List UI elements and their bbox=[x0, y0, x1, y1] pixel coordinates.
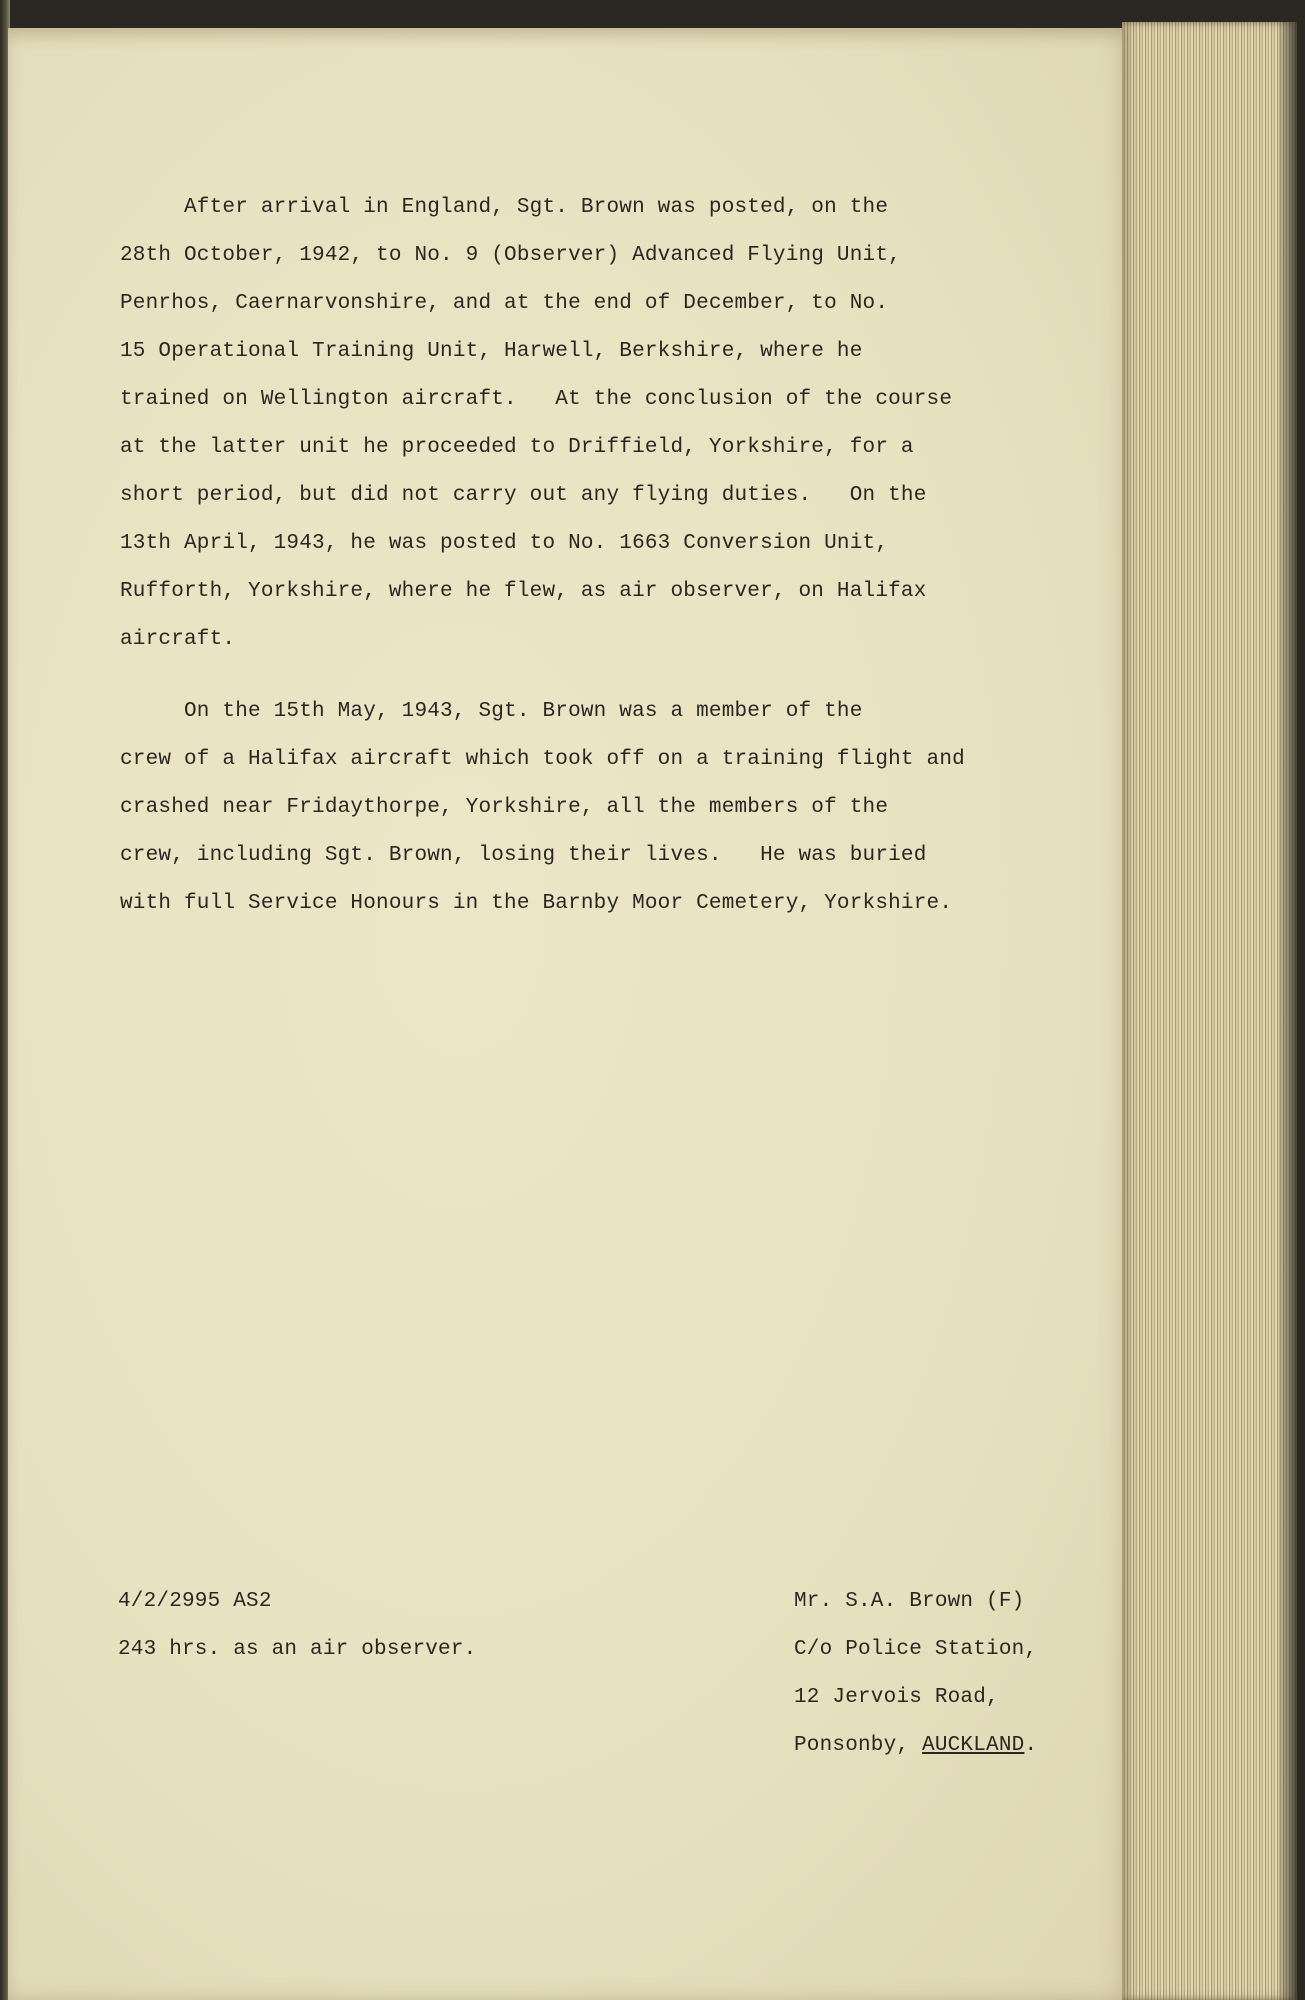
address-line-city bbox=[794, 1722, 1037, 1770]
text-line: short period, but did not carry out any flying duties. On the bbox=[120, 484, 927, 507]
next-of-kin-address bbox=[794, 1578, 1037, 1770]
text-line: 28th October, 1942, to No. 9 (Observer) Advanced Flying Unit, bbox=[120, 244, 901, 267]
file-reference: 4/2/2995 AS2 bbox=[118, 1590, 272, 1613]
suburb: Ponsonby, bbox=[794, 1734, 923, 1757]
address-line-care-of: C/o Police Station, bbox=[794, 1638, 1038, 1661]
text-line: crashed near Fridaythorpe, Yorkshire, all the members of the bbox=[120, 796, 889, 819]
file-reference-block bbox=[118, 1578, 476, 1674]
book-page-edges bbox=[1122, 22, 1297, 2000]
address-line-name: Mr. S.A. Brown (F) bbox=[794, 1590, 1025, 1613]
text-line: On the 15th May, 1943, Sgt. Brown was a member of the bbox=[120, 700, 863, 723]
city-period: . bbox=[1024, 1734, 1038, 1757]
address-line-street: 12 Jervois Road, bbox=[794, 1686, 999, 1709]
text-line: at the latter unit he proceeded to Driffield, Yorkshire, for a bbox=[120, 436, 914, 459]
text-line: with full Service Honours in the Barnby Moor Cemetery, Yorkshire. bbox=[120, 892, 953, 915]
paragraph-posting-history bbox=[120, 184, 1080, 664]
text-line: crew of a Halifax aircraft which took off on a training flight and bbox=[120, 748, 965, 771]
text-line: 15 Operational Training Unit, Harwell, Berkshire, where he bbox=[120, 340, 863, 363]
paragraph-crash-report bbox=[120, 688, 1080, 928]
city-underlined: AUCKLAND bbox=[922, 1734, 1025, 1757]
text-line: 13th April, 1943, he was posted to No. 1663 Conversion Unit, bbox=[120, 532, 889, 555]
text-line: aircraft. bbox=[120, 628, 236, 651]
text-line: crew, including Sgt. Brown, losing their lives. He was buried bbox=[120, 844, 927, 867]
flying-hours: 243 hrs. as an air observer. bbox=[118, 1638, 477, 1661]
text-line: After arrival in England, Sgt. Brown was posted, on the bbox=[120, 196, 889, 219]
text-line: Rufforth, Yorkshire, where he flew, as air observer, on Halifax bbox=[120, 580, 927, 603]
text-line: Penrhos, Caernarvonshire, and at the end of December, to No. bbox=[120, 292, 889, 315]
text-line: trained on Wellington aircraft. At the conclusion of the course bbox=[120, 388, 953, 411]
